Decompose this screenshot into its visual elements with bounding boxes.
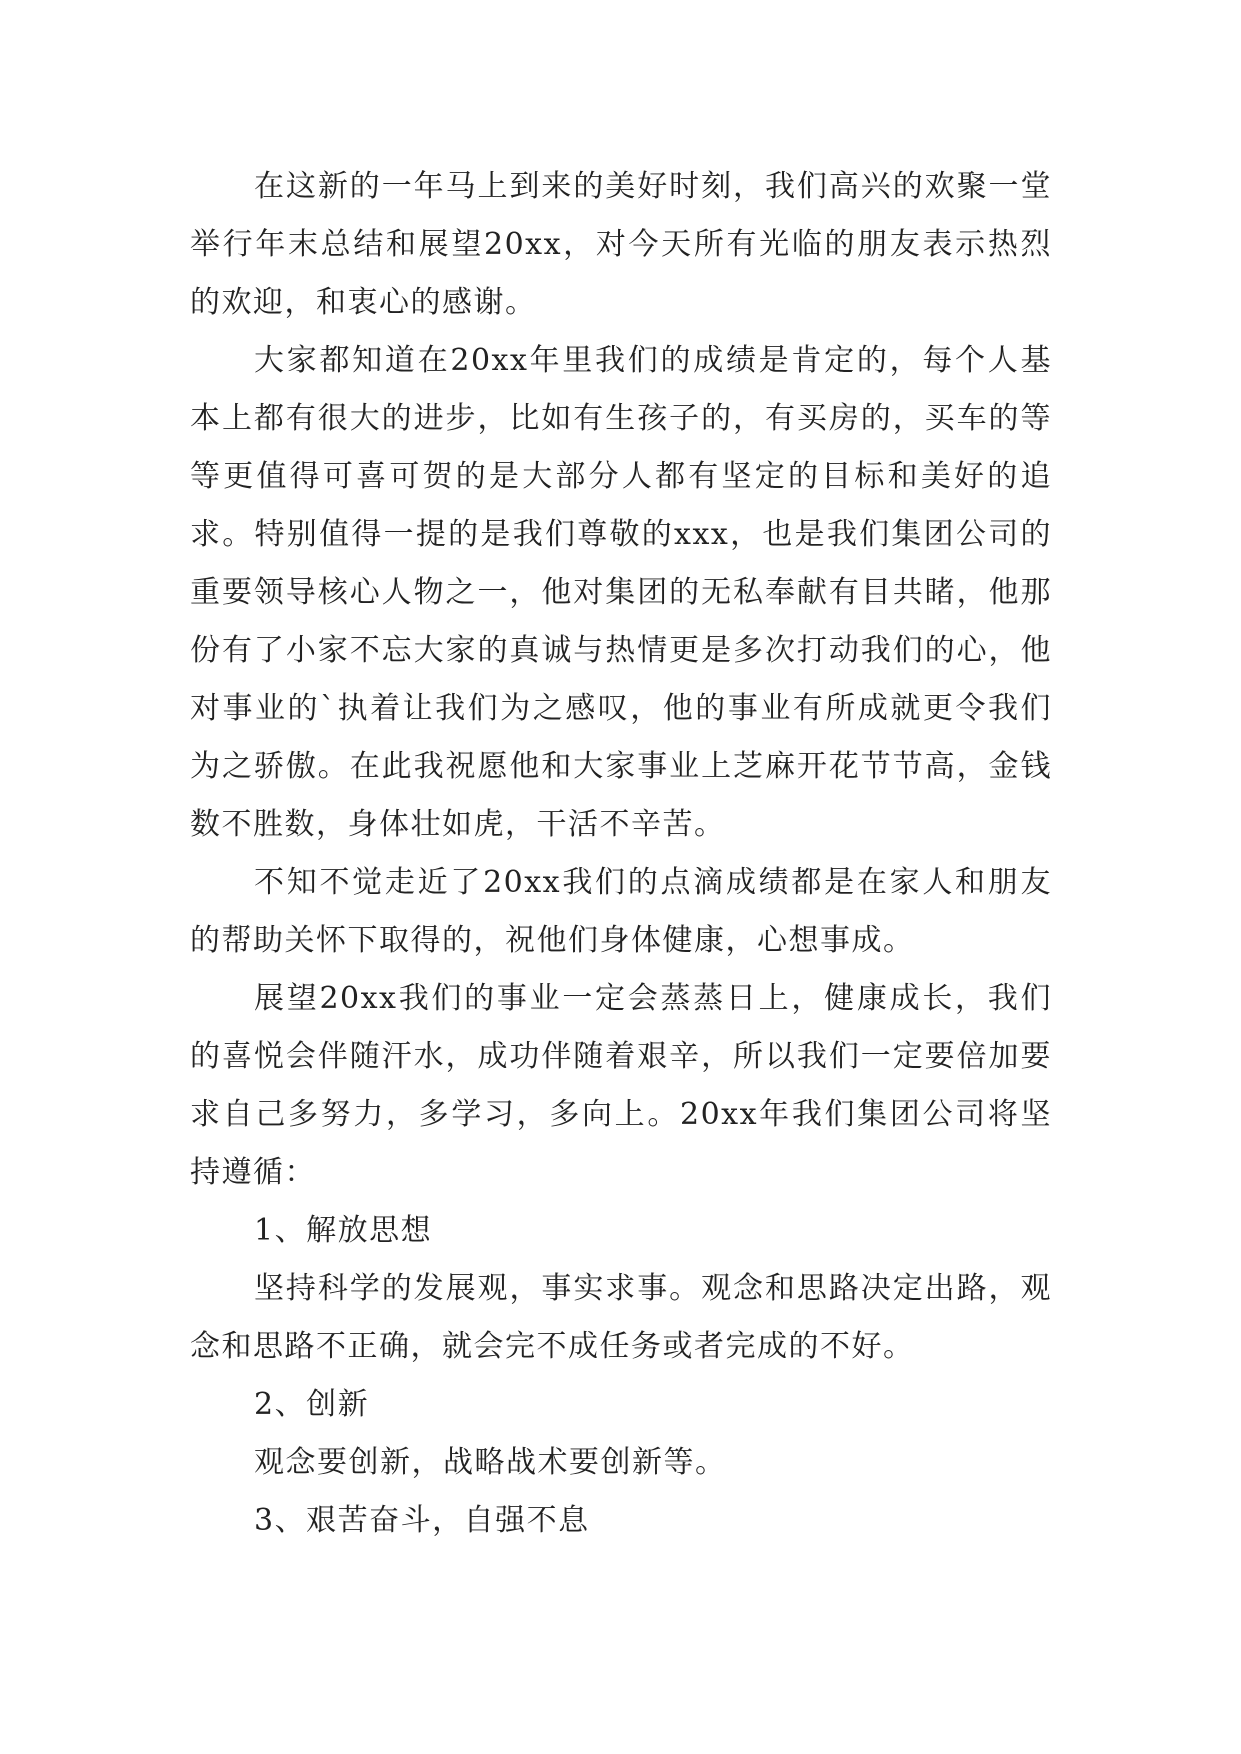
paragraph-point-2: 观念要创新，战略战术要创新等。 (254, 1445, 727, 1480)
paragraph-point-1: 坚持科学的发展观，事实求事。观念和思路决定出路，观念和思路不正确，就会完不成任务或者完成的不好。 (190, 1271, 1052, 1364)
heading-point-2: 2、创新 (254, 1387, 370, 1422)
paragraph-achievements: 大家都知道在20xx年里我们的成绩是肯定的，每个人基本上都有很大的进步，比如有生孩子的，有买房的，买车的等等更值得可喜可贺的是大部分人都有坚定的目标和美好的追求。特别值得一提的是我们尊敬的xxx，也是我们集团公司的重要领导核心人物之一，他对集团的无私奉献有目共睹，他那份有了小家不忘大家的真诚与热情更是多次打动我们的心，他对事业的`执着让我们为之感叹，他的事业有所成就更令我们为之骄傲。在此我祝愿他和大家事业上芝麻开花节节高，金钱数不胜数，身体壮如虎，干活不辛苦。 (190, 343, 1052, 842)
heading-point-3: 3、艰苦奋斗，自强不息 (254, 1503, 590, 1538)
paragraph-outlook: 展望20xx我们的事业一定会蒸蒸日上，健康成长，我们的喜悦会伴随汗水，成功伴随着艰辛，所以我们一定要倍加要求自己多努力，多学习，多向上。20xx年我们集团公司将坚持遵循： (190, 981, 1052, 1190)
paragraph-thanks: 不知不觉走近了20xx我们的点滴成绩都是在家人和朋友的帮助关怀下取得的，祝他们身体健康，心想事成。 (190, 865, 1052, 958)
document-body (190, 158, 1052, 1550)
paragraph-intro: 在这新的一年马上到来的美好时刻，我们高兴的欢聚一堂举行年末总结和展望20xx，对今天所有光临的朋友表示热烈的欢迎，和衷心的感谢。 (190, 169, 1052, 320)
heading-point-1: 1、解放思想 (254, 1213, 433, 1248)
